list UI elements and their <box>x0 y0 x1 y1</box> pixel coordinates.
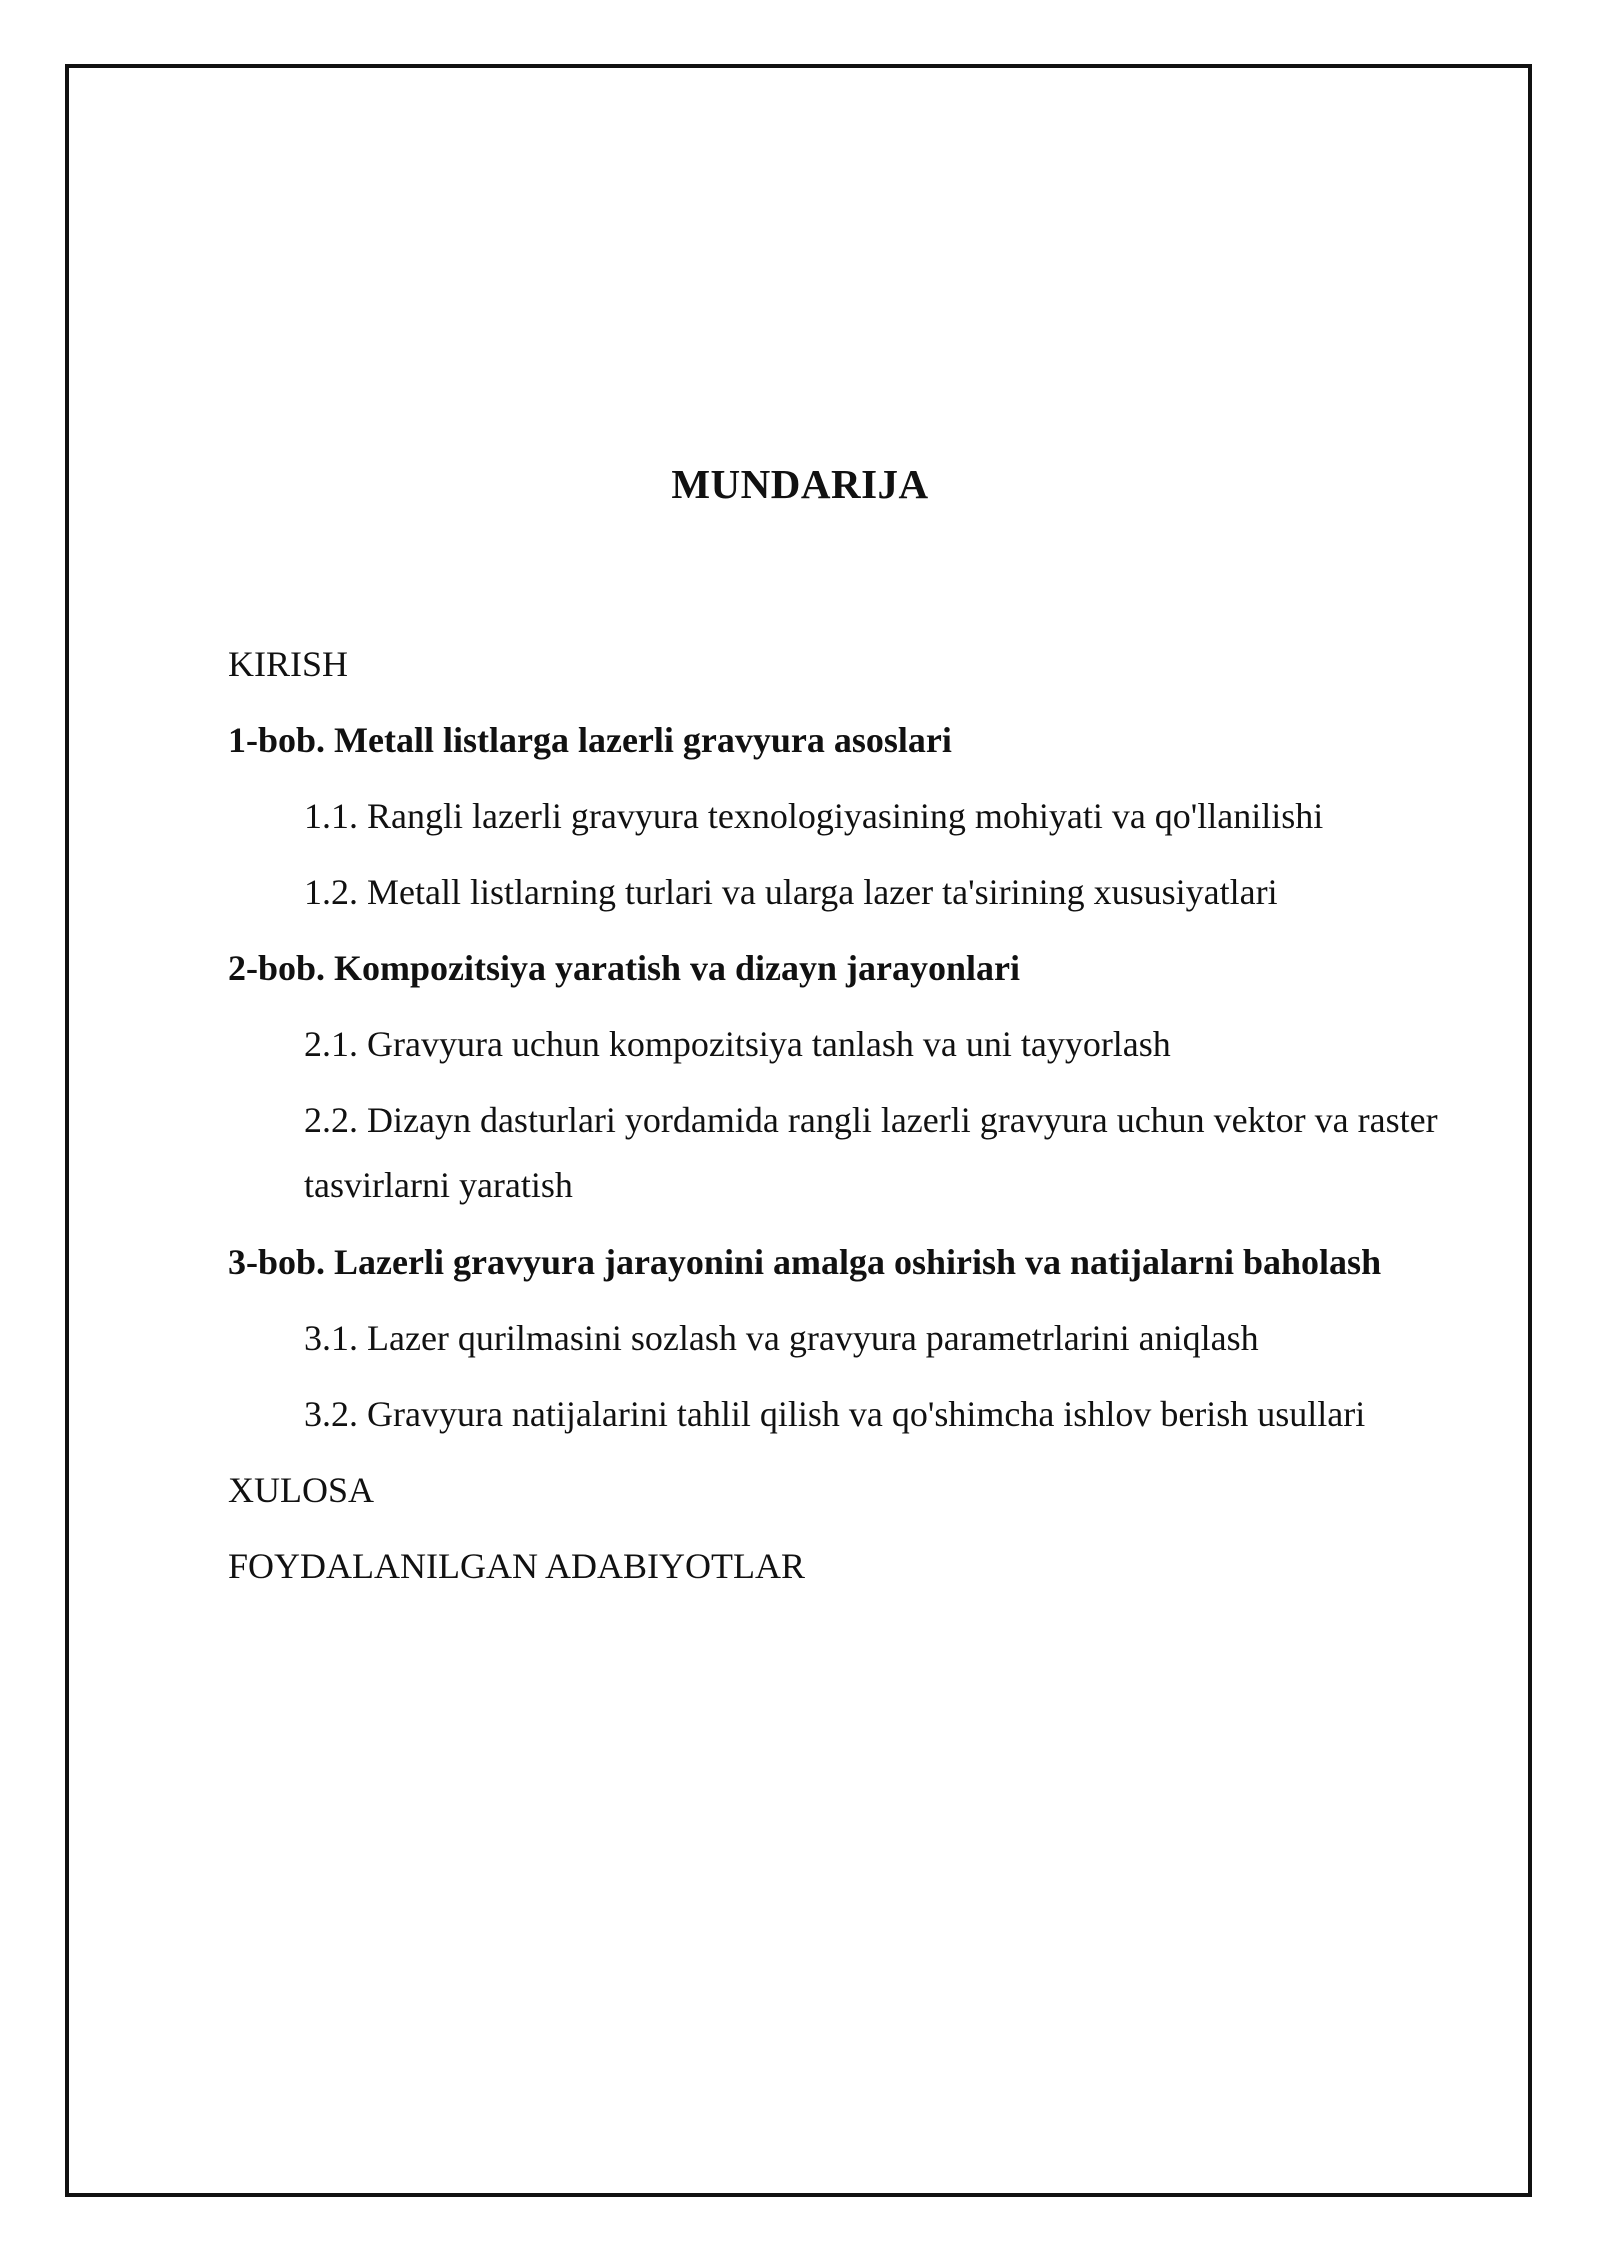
toc-entry-references: FOYDALANILGAN ADABIYOTLAR <box>228 1546 805 1586</box>
toc-section-3-1: 3.1. Lazer qurilmasini sozlash va gravyura parametrlarini aniqlash <box>304 1318 1259 1358</box>
toc-section-3-2: 3.2. Gravyura natijalarini tahlil qilish va qo'shimcha ishlov berish usullari <box>304 1394 1366 1434</box>
toc-section-2-1: 2.1. Gravyura uchun kompozitsiya tanlash va uni tayyorlash <box>304 1024 1171 1064</box>
toc-section-1-2: 1.2. Metall listlarning turlari va ularga lazer ta'sirining xususiyatlari <box>304 872 1278 912</box>
toc-entry-conclusion: XULOSA <box>228 1470 375 1510</box>
toc-section-1-1: 1.1. Rangli lazerli gravyura texnologiyasining mohiyati va qo'llanilishi <box>304 796 1324 836</box>
toc-chapter-1: 1-bob. Metall listlarga lazerli gravyura asoslari <box>228 720 952 760</box>
toc-chapter-3: 3-bob. Lazerli gravyura jarayonini amalga oshirish va natijalarni baholash <box>228 1242 1382 1282</box>
toc-entry-introduction: KIRISH <box>228 644 349 684</box>
toc-section-2-2: 2.2. Dizayn dasturlari yordamida rangli lazerli gravyura uchun vektor va raster tasvirlarni yaratish <box>304 1100 1438 1205</box>
toc-chapter-2: 2-bob. Kompozitsiya yaratish va dizayn jarayonlari <box>228 948 1021 988</box>
table-of-contents <box>228 640 1458 1618</box>
toc-title: MUNDARIJA <box>671 461 929 507</box>
